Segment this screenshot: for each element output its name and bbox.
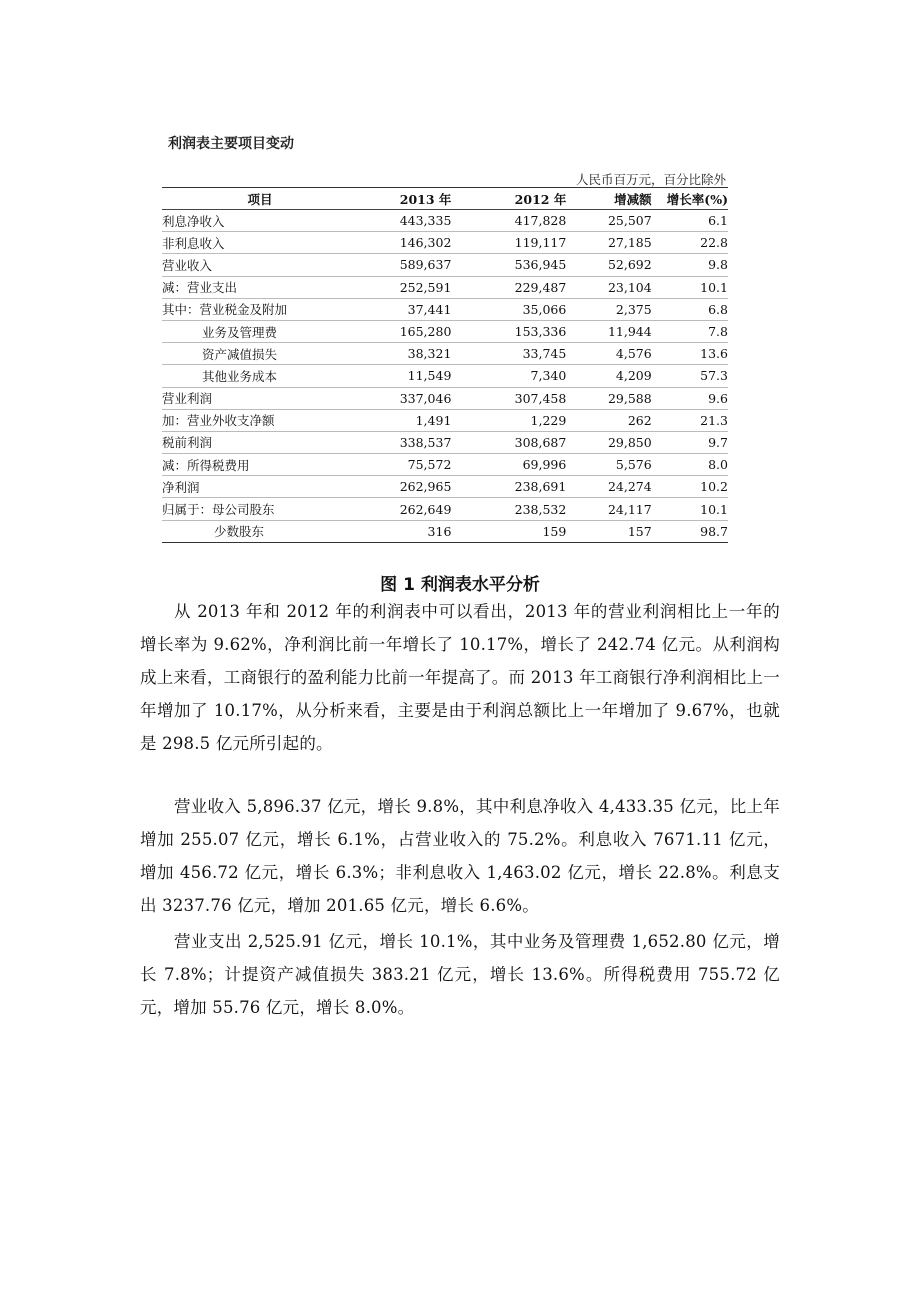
row-item: 其他业务成本 — [162, 365, 358, 387]
table-row — [162, 365, 728, 387]
unit-note: 人民币百万元，百分比除外 — [575, 172, 726, 187]
header-2012: 2012 年 — [451, 188, 566, 210]
row-change: 29,588 — [566, 387, 651, 409]
row-item: 归属于：母公司股东 — [162, 498, 358, 520]
table-row — [162, 343, 728, 365]
row-2013: 252,591 — [358, 276, 451, 298]
table-row — [162, 431, 728, 453]
income-statement-table — [162, 187, 728, 543]
table-row — [162, 498, 728, 520]
table-row — [162, 276, 728, 298]
table-row — [162, 387, 728, 409]
row-2013: 38,321 — [358, 343, 451, 365]
row-2012: 153,336 — [451, 320, 566, 342]
row-2013: 75,572 — [358, 454, 451, 476]
row-rate: 9.7 — [652, 431, 728, 453]
paragraph: 营业支出 2,525.91 亿元，增长 10.1%，其中业务及管理费 1,652.80 亿元，增长 7.8%；计提资产减值损失 383.21 亿元，增长 13.6%。所得税费用 755.72 亿元，增加 55.76 亿元，增长 8.0%。 — [140, 932, 780, 1017]
row-2013: 11,549 — [358, 365, 451, 387]
row-rate: 6.1 — [652, 210, 728, 232]
row-item: 加：营业外收支净额 — [162, 409, 358, 431]
row-2013: 37,441 — [358, 298, 451, 320]
row-change: 4,209 — [566, 365, 651, 387]
row-change: 25,507 — [566, 210, 651, 232]
header-item: 项目 — [162, 188, 358, 210]
row-rate: 8.0 — [652, 454, 728, 476]
header-2013: 2013 年 — [358, 188, 451, 210]
row-item: 减：营业支出 — [162, 276, 358, 298]
row-rate: 10.1 — [652, 498, 728, 520]
row-change: 4,576 — [566, 343, 651, 365]
row-rate: 7.8 — [652, 320, 728, 342]
row-2013: 443,335 — [358, 210, 451, 232]
row-2012: 1,229 — [451, 409, 566, 431]
row-change: 2,375 — [566, 298, 651, 320]
row-2012: 308,687 — [451, 431, 566, 453]
row-rate: 13.6 — [652, 343, 728, 365]
row-2012: 238,691 — [451, 476, 566, 498]
row-change: 262 — [566, 409, 651, 431]
row-rate: 21.3 — [652, 409, 728, 431]
row-2012: 69,996 — [451, 454, 566, 476]
row-item: 利息净收入 — [162, 210, 358, 232]
row-2012: 119,117 — [451, 232, 566, 254]
row-item: 营业利润 — [162, 387, 358, 409]
row-change: 52,692 — [566, 254, 651, 276]
row-item: 非利息收入 — [162, 232, 358, 254]
row-rate: 57.3 — [652, 365, 728, 387]
table-title: 利润表主要项目变动 — [168, 136, 294, 152]
row-change: 27,185 — [566, 232, 651, 254]
row-2012: 33,745 — [451, 343, 566, 365]
row-2013: 146,302 — [358, 232, 451, 254]
row-change: 24,274 — [566, 476, 651, 498]
row-2012: 7,340 — [451, 365, 566, 387]
row-item: 税前利润 — [162, 431, 358, 453]
row-2013: 165,280 — [358, 320, 451, 342]
row-change: 29,850 — [566, 431, 651, 453]
header-change: 增减额 — [566, 188, 651, 210]
row-rate: 9.8 — [652, 254, 728, 276]
row-2013: 262,965 — [358, 476, 451, 498]
row-2012: 307,458 — [451, 387, 566, 409]
row-2013: 337,046 — [358, 387, 451, 409]
table-row — [162, 210, 728, 232]
table-header-row — [162, 188, 728, 210]
row-change: 5,576 — [566, 454, 651, 476]
row-rate: 22.8 — [652, 232, 728, 254]
row-2012: 536,945 — [451, 254, 566, 276]
row-rate: 10.1 — [652, 276, 728, 298]
row-item: 减：所得税费用 — [162, 454, 358, 476]
row-rate: 10.2 — [652, 476, 728, 498]
row-2013: 1,491 — [358, 409, 451, 431]
row-item: 少数股东 — [214, 524, 265, 540]
row-item: 营业收入 — [162, 254, 358, 276]
row-item: 其中：营业税金及附加 — [162, 298, 358, 320]
row-item: 业务及管理费 — [162, 320, 358, 342]
table-row — [162, 232, 728, 254]
header-rate: 增长率(%) — [652, 188, 728, 210]
row-change: 157 — [627, 523, 652, 539]
row-2013: 338,537 — [358, 431, 451, 453]
row-change: 23,104 — [566, 276, 651, 298]
row-2012: 417,828 — [451, 210, 566, 232]
row-2013: 316 — [427, 523, 452, 539]
row-change: 11,944 — [566, 320, 651, 342]
table-row — [162, 409, 728, 431]
table-row — [162, 298, 728, 320]
row-2013: 262,649 — [358, 498, 451, 520]
row-rate: 6.8 — [652, 298, 728, 320]
table-row — [162, 454, 728, 476]
table-row — [162, 520, 728, 542]
row-item: 资产减值损失 — [162, 343, 358, 365]
table-row — [162, 254, 728, 276]
paragraph: 从 2013 年和 2012 年的利润表中可以看出，2013 年的营业利润相比上一年的增长率为 9.62%，净利润比前一年增长了 10.17%，增长了 242.74 亿元。从利润构成上来看，工商银行的盈利能力比前一年提高了。而 2013 年工商银行净利润相比上一年增加了 10.17%，从分析来看，主要是由于利润总额比上一年增加了 9.67%，也就是 298.5 亿元所引起的。 — [140, 602, 780, 753]
row-rate: 9.6 — [652, 387, 728, 409]
row-2012: 159 — [542, 523, 567, 539]
table-row — [162, 476, 728, 498]
row-rate: 98.7 — [700, 523, 728, 539]
figure-caption: 图 1 利润表水平分析 — [380, 575, 540, 595]
row-item: 净利润 — [162, 476, 358, 498]
row-2012: 35,066 — [451, 298, 566, 320]
row-2012: 229,487 — [451, 276, 566, 298]
table-row — [162, 320, 728, 342]
row-2013: 589,637 — [358, 254, 451, 276]
row-change: 24,117 — [566, 498, 651, 520]
row-2012: 238,532 — [451, 498, 566, 520]
paragraph: 营业收入 5,896.37 亿元，增长 9.8%，其中利息净收入 4,433.35 亿元，比上年增加 255.07 亿元，增长 6.1%，占营业收入的 75.2%。利息收入 7671.11 亿元，增加 456.72 亿元，增长 6.3%；非利息收入 1,463.02 亿元，增长 22.8%。利息支出 3237.76 亿元，增加 201.65 亿元，增长 6.6%。 — [140, 797, 780, 915]
